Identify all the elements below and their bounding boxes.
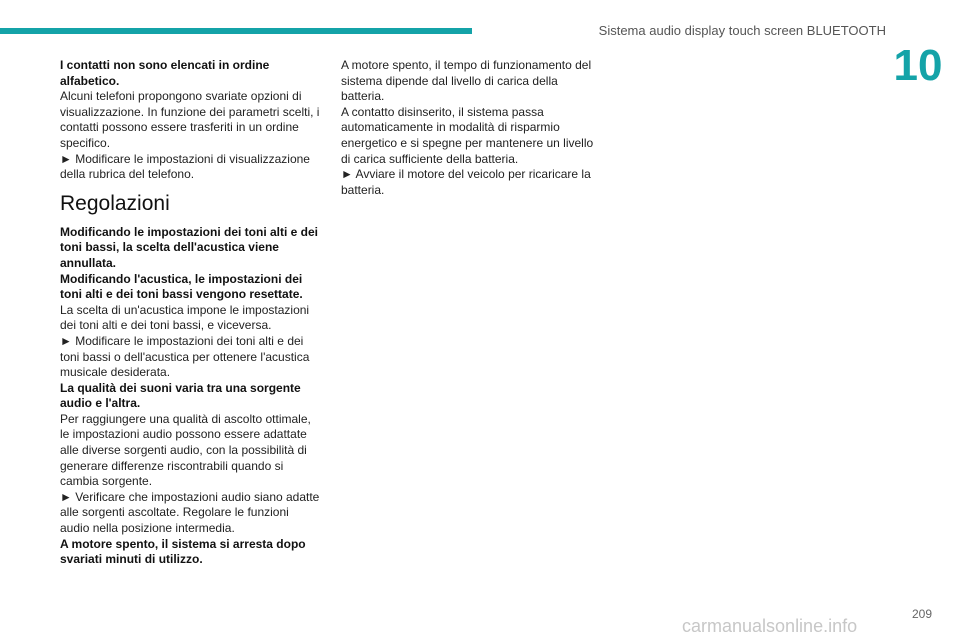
instruction-verify-audio: ► Verificare che impostazioni audio siano adatte alle sorgenti ascoltate. Regolare le funzioni audio nella posizione intermedia.	[60, 489, 320, 536]
page-number: 209	[911, 607, 932, 621]
left-column	[60, 58, 320, 568]
note-tone-settings: Modificando le impostazioni dei toni alti e dei toni bassi, la scelta dell'acustica viene annullata.	[60, 224, 319, 270]
note-sound-quality: La qualità dei suoni varia tra una sorgente audio e l'altra.	[60, 380, 301, 411]
header-accent-bar	[0, 28, 472, 34]
paragraph-energy-saving: A contatto disinserito, il sistema passa automaticamente in modalità di risparmio energetico e si spegne per mantenere un livello di carica sufficiente della batteria.	[341, 104, 594, 166]
instruction-start-engine: ► Avviare il motore del veicolo per ricaricare la batteria.	[341, 167, 591, 197]
note-engine-off: A motore spento, il sistema si arresta dopo svariati minuti di utilizzo.	[60, 536, 306, 567]
paragraph-optimal-listening: Per raggiungere una qualità di ascolto ottimale, le impostazioni audio possono essere adattate alle diverse sorgenti audio, con la possibilità di generare differenze riscontrabili quando si cambia sorgente.	[60, 411, 311, 489]
section-title: Sistema audio display touch screen BLUETOOTH	[598, 23, 886, 38]
instruction-modify-tones: ► Modificare le impostazioni dei toni alti e dei toni bassi o dell'acustica per ottenere l'acustica musicale desiderata.	[60, 333, 310, 380]
instruction-phonebook-display: ► Modificare le impostazioni di visualizzazione della rubrica del telefono.	[60, 151, 310, 182]
right-column	[341, 58, 603, 198]
paragraph-battery-time: A motore spento, il tempo di funzionamento del sistema dipende dal livello di carica della batteria.	[341, 58, 592, 104]
note-acoustic-reset: Modificando l'acustica, le impostazioni dei toni alti e dei toni bassi vengono resettate.	[60, 271, 303, 302]
chapter-number: 10	[893, 41, 943, 90]
section-heading-regolazioni: Regolazioni	[60, 191, 170, 215]
paragraph-acoustic-choice: La scelta di un'acustica impone le impostazioni dei toni alti e dei toni bassi, e viceversa.	[60, 302, 310, 333]
paragraph-display-options: Alcuni telefoni propongono svariate opzioni di visualizzazione. In funzione dei parametri scelti, i contatti possono essere trasferiti in un ordine specifico.	[60, 89, 320, 150]
note-contacts-order: I contatti non sono elencati in ordine alfabetico.	[60, 58, 270, 88]
watermark-text: carmanualsonline.info	[682, 616, 858, 636]
